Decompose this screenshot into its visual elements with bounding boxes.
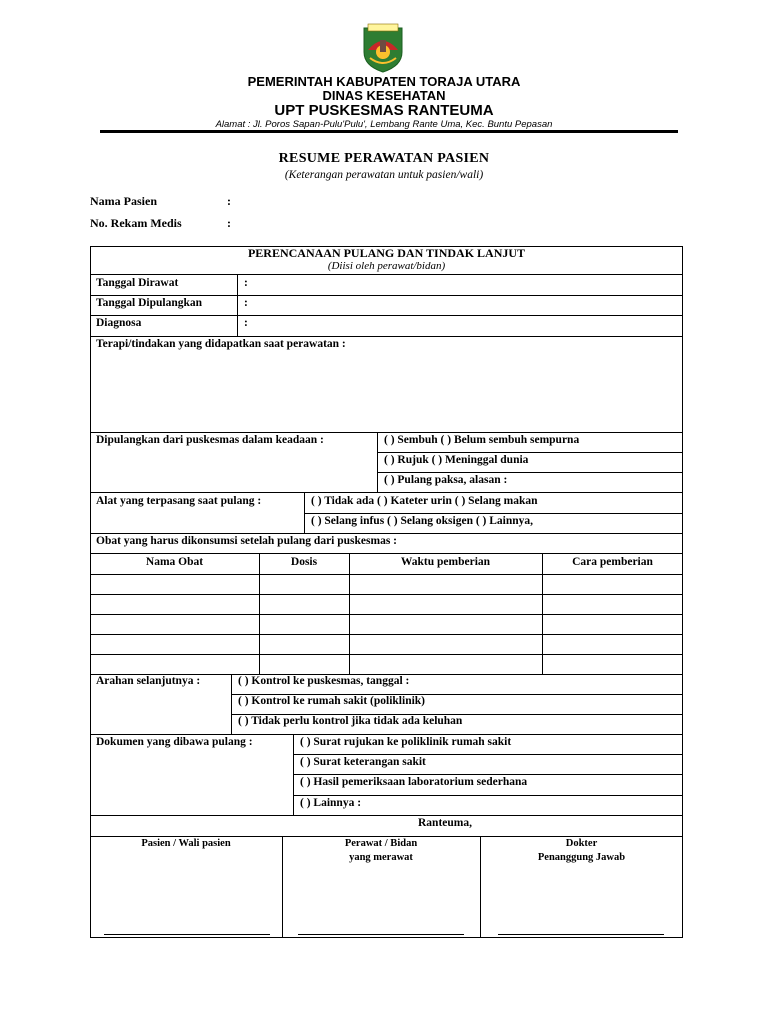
col-method: Cara pemberian [572,556,653,568]
grid-line [90,614,683,615]
device-label: Alat yang terpasang saat pulang : [96,495,262,507]
device-option-row-1: ( ) Tidak ada ( ) Kateter urin ( ) Selang makan [311,495,538,507]
grid-line [304,492,305,533]
document-subtitle: (Keterangan perawatan untuk pasien/wali) [284,169,484,181]
grid-line [90,836,683,837]
discharge-date-colon: : [244,297,248,309]
col-drug-name: Nama Obat [145,556,204,568]
gov-heading: PEMERINTAH KABUPATEN TORAJA UTARA [247,74,521,89]
grid-line [377,432,378,492]
grid-line [90,315,683,316]
grid-line [542,553,543,674]
grid-line [90,634,683,635]
admission-date-colon: : [244,277,248,289]
sign-place: Ranteuma, [418,817,472,829]
admission-date-label: Tanggal Dirawat [96,277,179,289]
medical-record-colon: : [227,216,231,230]
grid-line [231,674,232,734]
grid-line [90,734,683,735]
nurse-signature-subheading: yang merawat [349,852,413,863]
diagnosis-colon: : [244,317,248,329]
grid-line [293,774,683,775]
patient-signature-heading: Pasien / Wali pasien [141,838,231,849]
device-option-row-2: ( ) Selang infus ( ) Selang oksigen ( ) Lainnya, [311,515,534,527]
therapy-label: Terapi/tindakan yang didapatkan saat perawatan : [96,338,346,350]
document-option-4: ( ) Lainnya : [300,797,362,809]
grid-line [90,574,683,575]
regency-logo [358,22,408,74]
document-option-1: ( ) Surat rujukan ke poliklinik rumah sakit [300,736,512,748]
doctor-signature-subheading: Penanggung Jawab [537,852,626,863]
follow-up-option-2: ( ) Kontrol ke rumah sakit (poliklinik) [238,695,426,707]
follow-up-label: Arahan selanjutnya : [96,675,201,687]
section-title: PERENCANAAN PULANG DAN TINDAK LANJUT [247,246,526,260]
grid-line [293,734,294,815]
condition-option-row-2: ( ) Rujuk ( ) Meninggal dunia [384,454,529,466]
grid-line [237,274,238,336]
grid-line [90,295,683,296]
grid-line [90,533,683,534]
document-option-2: ( ) Surat keterangan sakit [300,756,426,768]
grid-line [90,274,683,275]
document-option-3: ( ) Hasil pemeriksaan laboratorium sederhana [300,776,528,788]
col-time: Waktu pemberian [400,556,491,568]
diagnosis-label: Diagnosa [96,317,142,329]
col-dose: Dosis [290,556,318,568]
grid-line [377,472,683,473]
grid-line [304,513,683,514]
discharge-date-label: Tanggal Dipulangkan [96,297,203,309]
doctor-signature-line [498,934,664,935]
grid-line [90,432,683,433]
patient-signature-line [104,934,270,935]
grid-line [293,795,683,796]
grid-line [90,815,683,816]
grid-line [90,336,683,337]
grid-line [377,452,683,453]
grid-line [90,654,683,655]
document-title: RESUME PERAWATAN PASIEN [278,151,490,166]
nurse-signature-heading: Perawat / Bidan [344,838,418,849]
unit-heading: UPT PUSKESMAS RANTEUMA [274,102,494,119]
nurse-signature-line [298,934,464,935]
grid-line [90,553,683,554]
address-line: Alamat : Jl. Poros Sapan-Pulu'Pulu', Lembang Rante Uma, Kec. Buntu Pepasan [215,119,553,130]
medical-record-label: No. Rekam Medis [90,216,182,230]
grid-line [349,553,350,674]
patient-name-colon: : [227,194,231,208]
documents-label: Dokumen yang dibawa pulang : [96,736,253,748]
grid-line [90,594,683,595]
grid-line [293,754,683,755]
condition-option-row-3: ( ) Pulang paksa, alasan : [384,474,508,486]
dept-heading: DINAS KESEHATAN [322,88,446,103]
follow-up-option-3: ( ) Tidak perlu kontrol jika tidak ada keluhan [238,715,463,727]
patient-name-label: Nama Pasien [90,194,157,208]
grid-line [90,492,683,493]
header-divider [100,130,678,133]
doctor-signature-heading: Dokter [565,838,598,849]
medication-label: Obat yang harus dikonsumsi setelah pulang dari puskesmas : [96,535,397,547]
grid-line [259,553,260,674]
follow-up-option-1: ( ) Kontrol ke puskesmas, tanggal : [238,675,410,687]
section-subtitle: (Diisi oleh perawat/bidan) [327,260,446,272]
condition-option-row-1: ( ) Sembuh ( ) Belum sembuh sempurna [384,434,580,446]
discharge-condition-label: Dipulangkan dari puskesmas dalam keadaan : [96,434,324,446]
